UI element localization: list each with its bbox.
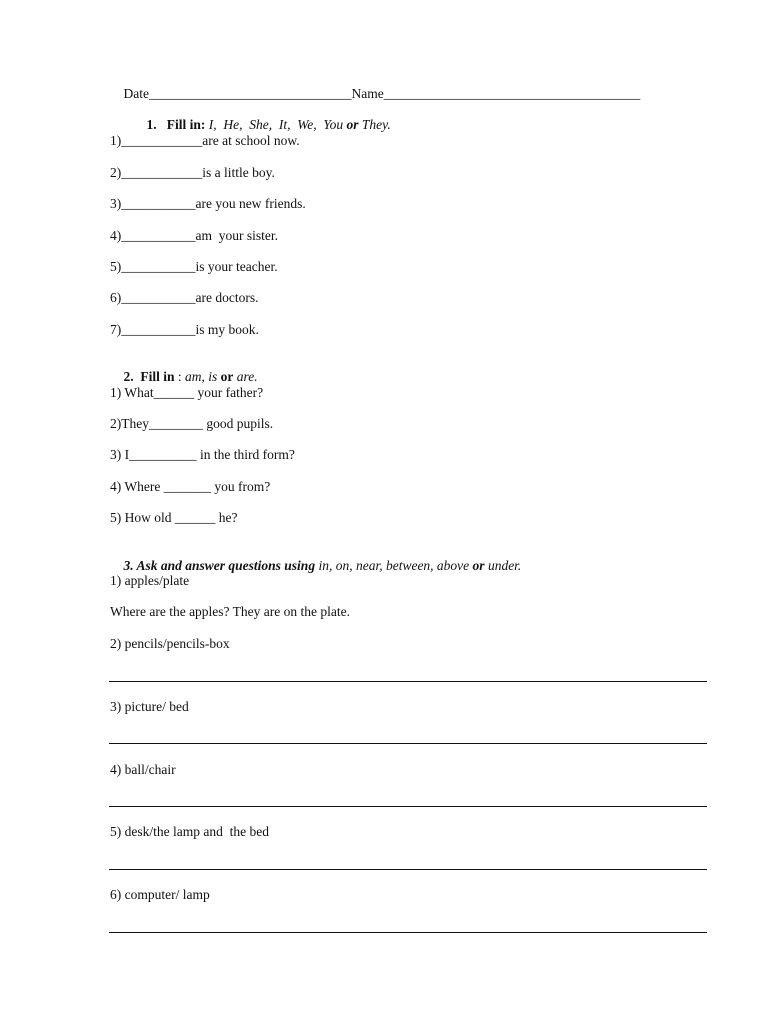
name-field-label: Name______________________________________ xyxy=(351,86,641,101)
answer-line[interactable] xyxy=(109,681,707,682)
section-1-item: 1)____________are at school now. xyxy=(110,133,300,148)
section-3-example-answer: Where are the apples? They are on the plate. xyxy=(110,604,351,619)
section-3-item: 4) ball/chair xyxy=(110,762,176,777)
answer-line[interactable] xyxy=(109,806,707,807)
section-3-item: 6) computer/ lamp xyxy=(110,887,210,902)
answer-line[interactable] xyxy=(109,869,707,870)
section-1-item: 7)___________is my book. xyxy=(110,322,259,337)
section-1-number: 1. xyxy=(146,117,157,132)
section-1-item: 2)____________is a little boy. xyxy=(110,165,275,180)
section-2-title: 2. Fill in xyxy=(123,369,175,384)
section-2-colon: : xyxy=(174,369,186,384)
section-2-item: 2)They________ good pupils. xyxy=(110,416,274,431)
section-2-item: 3) I__________ in the third form? xyxy=(110,447,295,462)
section-3-last-option: under. xyxy=(487,558,522,573)
section-3-options: in, on, near, between, above xyxy=(318,558,470,573)
section-1-last-option: They. xyxy=(361,117,391,132)
section-2-item: 4) Where _______ you from? xyxy=(110,479,271,494)
date-field-label: Date______________________________ xyxy=(123,86,352,101)
section-3-item: 2) pencils/pencils-box xyxy=(110,636,230,651)
section-1-item: 3)___________are you new friends. xyxy=(110,196,306,211)
section-3-or: or xyxy=(472,558,485,573)
section-3-title: 3. Ask and answer questions using xyxy=(123,558,316,573)
section-3-item: 1) apples/plate xyxy=(110,573,190,588)
section-1-pronouns: I, He, She, It, We, You xyxy=(208,117,344,132)
section-1-fill-in: Fill in: xyxy=(166,117,206,132)
section-2-options: am, is xyxy=(185,369,218,384)
section-3-item: 3) picture/ bed xyxy=(110,699,189,714)
section-1-item: 6)___________are doctors. xyxy=(110,290,259,305)
section-2-or: or xyxy=(220,369,234,384)
section-1-item: 5)___________is your teacher. xyxy=(110,259,278,274)
section-3-item: 5) desk/the lamp and the bed xyxy=(110,824,269,839)
section-2-last-option: are. xyxy=(236,369,258,384)
section-2-item: 1) What______ your father? xyxy=(110,385,264,400)
answer-line[interactable] xyxy=(109,743,707,744)
section-1-or: or xyxy=(346,117,359,132)
section-2-item: 5) How old ______ he? xyxy=(110,510,238,525)
section-1-item: 4)___________am your sister. xyxy=(110,228,278,243)
answer-line[interactable] xyxy=(109,932,707,933)
